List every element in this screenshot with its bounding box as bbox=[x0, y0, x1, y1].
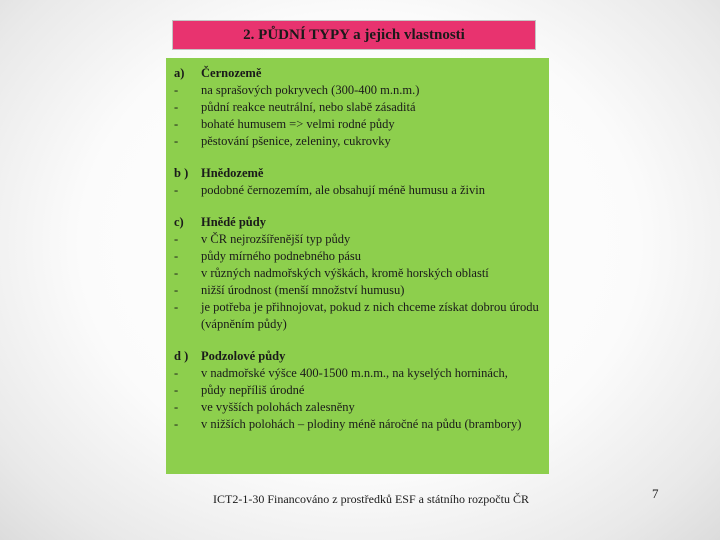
list-item: v ČR nejrozšířenější typ půdy bbox=[201, 232, 351, 246]
list-item: je potřeba je přihnojovat, pokud z nich chceme získat dobrou úrodu (vápněním půdy) bbox=[201, 300, 539, 331]
section-marker: b ) bbox=[174, 166, 189, 180]
list-item: podobné černozemím, ale obsahují méně humusu a živin bbox=[201, 183, 485, 197]
section-heading: Hnědozemě bbox=[201, 166, 264, 180]
section-heading: Černozemě bbox=[201, 66, 262, 80]
list-item: nižší úrodnost (menší množství humusu) bbox=[201, 283, 405, 297]
list-item: v různých nadmořských výškách, kromě horských oblastí bbox=[201, 266, 489, 280]
section-hnede-pudy: c) Hnědé půdy - v ČR nejrozšířenější typ půdy - půdy mírného podnebného pásu - v různých nadmořských výškách, kromě horských oblastí - nižší úrodnost (menší množství humusu) - je potřeba je přihnojovat, pokud z nich chceme získat dobrou úrodu (vápněním půdy) bbox=[166, 214, 549, 333]
list-item: půdy nepříliš úrodné bbox=[201, 383, 305, 397]
slide-title: 2. PŮDNÍ TYPY a jejich vlastnosti bbox=[172, 20, 536, 50]
list-item: bohaté humusem => velmi rodné půdy bbox=[201, 117, 395, 131]
list-item: v nadmořské výšce 400-1500 m.n.m., na kyselých horninách, bbox=[201, 366, 508, 380]
section-marker: d ) bbox=[174, 349, 189, 363]
section-heading: Podzolové půdy bbox=[201, 349, 286, 363]
list-item: pěstování pšenice, zeleniny, cukrovky bbox=[201, 134, 391, 148]
section-marker: c) bbox=[174, 215, 184, 229]
footer-text: ICT2-1-30 Financováno z prostředků ESF a státního rozpočtu ČR bbox=[213, 492, 529, 506]
section-hnedozeme: b ) Hnědozemě - podobné černozemím, ale obsahují méně humusu a živin bbox=[166, 165, 549, 199]
page-number: 7 bbox=[652, 486, 659, 501]
section-marker: a) bbox=[174, 66, 185, 80]
section-chernozem: a) Černozemě - na sprašových pokryvech (300-400 m.n.m.) - půdní reakce neutrální, nebo slabě zásaditá - bohaté humusem => velmi rodné půdy - pěstování pšenice, zeleniny, cukrovky bbox=[166, 65, 549, 150]
list-item: na sprašových pokryvech (300-400 m.n.m.) bbox=[201, 83, 420, 97]
list-item: půdy mírného podnebného pásu bbox=[201, 249, 362, 263]
list-item: půdní reakce neutrální, nebo slabě zásaditá bbox=[201, 100, 416, 114]
soil-types-box bbox=[166, 58, 549, 474]
section-podzol: d ) Podzolové půdy - v nadmořské výšce 400-1500 m.n.m., na kyselých horninách, - půdy nepříliš úrodné - ve vyšších polohách zalesněny - v nižších polohách – plodiny méně náročné na půdu (brambory) bbox=[166, 348, 549, 433]
section-heading: Hnědé půdy bbox=[201, 215, 266, 229]
list-item: v nižších polohách – plodiny méně náročné na půdu (brambory) bbox=[201, 417, 522, 431]
list-item: ve vyšších polohách zalesněny bbox=[201, 400, 355, 414]
